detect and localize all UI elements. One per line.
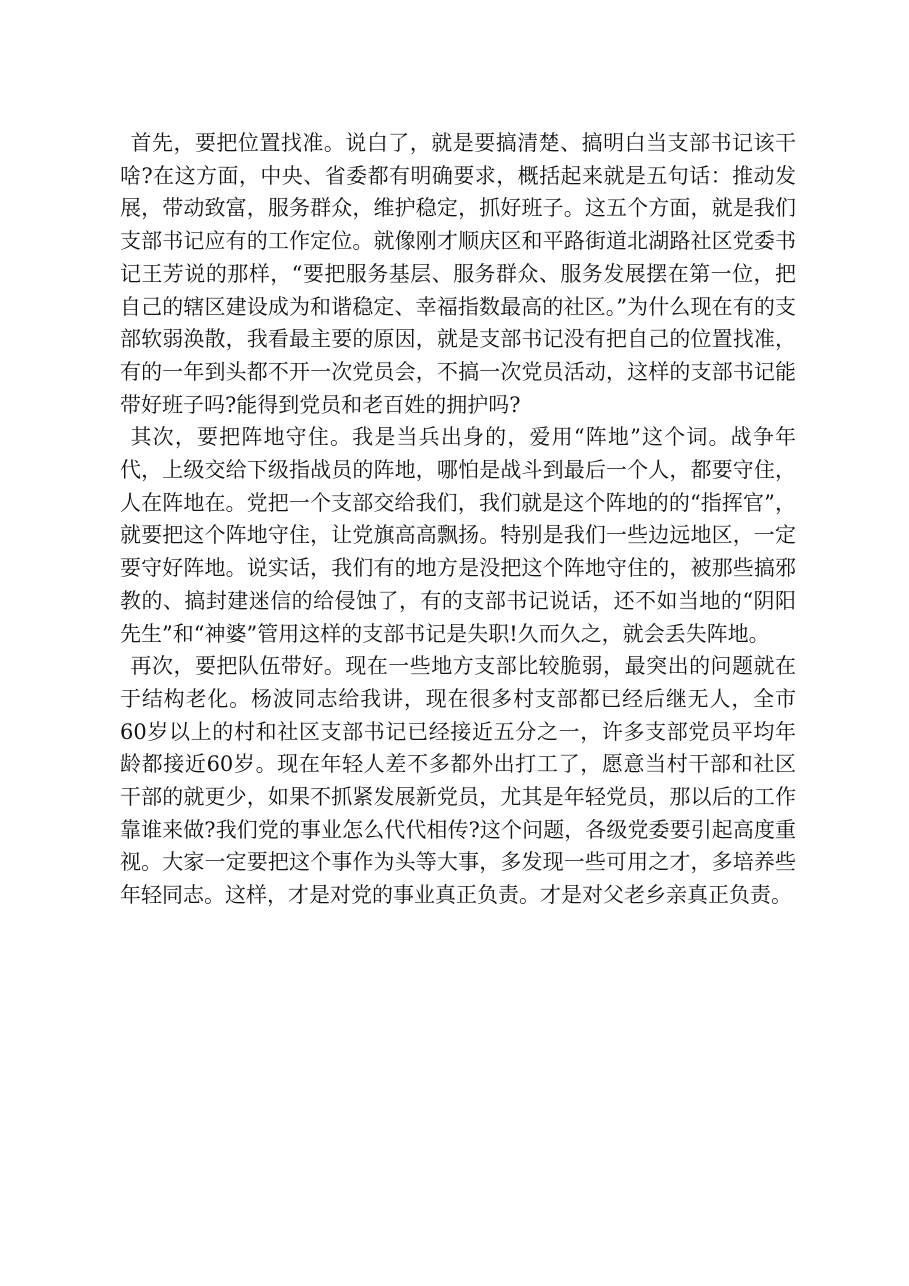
- paragraph-position-defense: 其次，要把阵地守住。我是当兵出身的，爱用“阵地”这个词。战争年代，上级交给下级指战员的阵地，哪怕是战斗到最后一个人，都要守住，人在阵地在。党把一个支部交给我们，我们就是这个阵地的的“指挥官”，就要把这个阵地守住，让党旗高高飘扬。特别是我们一些边远地区，一定要守好阵地。说实话，我们有的地方是没把这个阵地守住的，被那些搞邪教的、搞封建迷信的给侵蚀了，有的支部书记说话，还不如当地的“阴阳先生”和“神婆”管用这样的支部书记是失职!久而久之，就会丢失阵地。: [120, 425, 796, 646]
- document-body: [120, 127, 796, 912]
- paragraph-team-building: 再次，要把队伍带好。现在一些地方支部比较脆弱，最突出的问题就在于结构老化。杨波同志给我讲，现在很多村支部都已经后继无人，全市60岁以上的村和社区支部书记已经接近五分之一，许多支部党员平均年龄都接近60岁。现在年轻人差不多都外出打工了，愿意当村干部和社区干部的就更少，如果不抓紧发展新党员，尤其是年轻党员，那以后的工作靠谁来做?我们党的事业怎么代代相传?这个问题，各级党委要引起高度重视。大家一定要把这个事作为头等大事，多发现一些可用之才，多培养些年轻同志。这样，才是对党的事业真正负责。才是对父老乡亲真正负责。: [120, 654, 796, 908]
- paragraph-position: 首先，要把位置找准。说白了，就是要搞清楚、搞明白当支部书记该干啥?在这方面，中央、省委都有明确要求，概括起来就是五句话：推动发展，带动致富，服务群众，维护稳定，抓好班子。这五个方面，就是我们支部书记应有的工作定位。就像刚才顺庆区和平路街道北湖路社区党委书记王芳说的那样，“要把服务基层、服务群众、服务发展摆在第一位，把自己的辖区建设成为和谐稳定、幸福指数最高的社区。”为什么现在有的支部软弱涣散，我看最主要的原因，就是支部书记没有把自己的位置找准，有的一年到头都不开一次党员会，不搞一次党员活动，这样的支部书记能带好班子吗?能得到党员和老百姓的拥护吗?: [120, 131, 796, 417]
